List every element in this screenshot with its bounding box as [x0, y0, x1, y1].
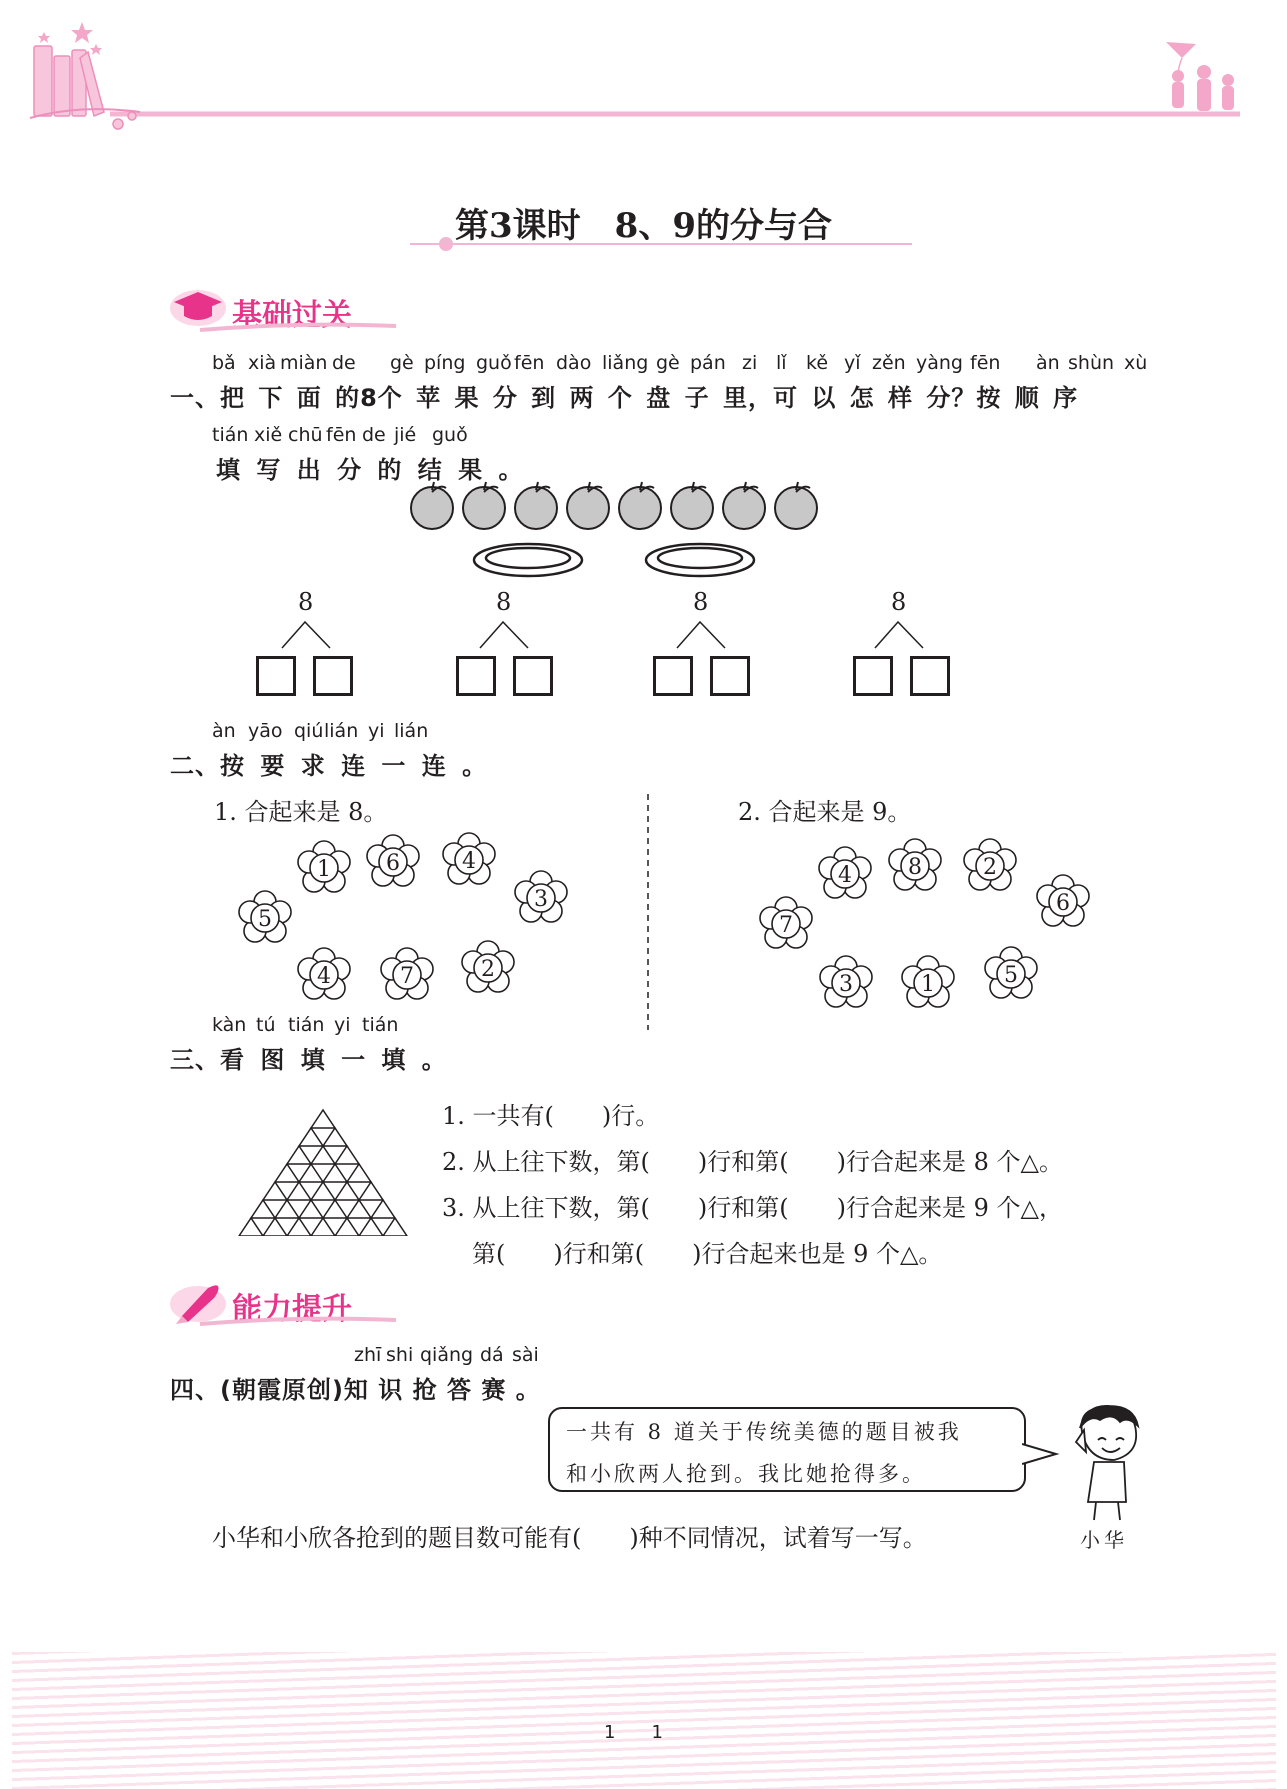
page-number: 1 1: [604, 1722, 663, 1743]
flower-number: 6: [1056, 891, 1070, 916]
bubble-line2: 和小欣两人抢到。我比她抢得多。: [566, 1462, 926, 1486]
q4-text: 四、(朝霞原创)知 识 抢 答 赛 。: [170, 1376, 541, 1404]
triangle-shape: [359, 1218, 383, 1236]
triangle-shape: [299, 1200, 323, 1218]
flower-number: 4: [317, 964, 331, 989]
flower-number: 1: [921, 972, 935, 997]
triangle-shape: [251, 1200, 275, 1218]
q3-line4: 第( )行和第( )行合起来也是 9 个△。: [472, 1240, 943, 1268]
triangle-shape: [287, 1146, 311, 1164]
triangle-shape: [311, 1110, 335, 1128]
triangle-shape: [311, 1182, 335, 1200]
q4-question: 小华和小欣各抢到的题目数可能有( )种不同情况，试着写一写。: [212, 1524, 927, 1552]
section-advanced-title: 能力提升: [232, 1292, 352, 1327]
triangle-shape: [299, 1164, 323, 1182]
section-basic-title: 基础过关: [232, 298, 352, 333]
lesson-title: 第3课时 8、9的分与合: [455, 206, 832, 246]
q1-text-line1: 一、把 下 面 的8个 苹 果 分 到 两 个 盘 子 里，可 以 怎 样 分？按 顺 序: [170, 384, 1079, 412]
tree-top-number: 8: [496, 588, 512, 616]
triangle-shape: [263, 1182, 287, 1200]
section-badge-underline: [200, 1314, 400, 1330]
flower-number: 3: [534, 887, 548, 912]
bubble-line1: 一共有 8 道关于传统美德的题目被我: [566, 1420, 962, 1444]
flower-number: 7: [779, 913, 793, 938]
triangle-shape: [263, 1218, 287, 1236]
triangle-shape: [371, 1200, 395, 1218]
triangle-shape: [323, 1200, 347, 1218]
flower-number: 3: [839, 972, 853, 997]
q3-line3: 3. 从上往下数，第( )行和第( )行合起来是 9 个△，: [442, 1194, 1063, 1222]
flower-number: 4: [838, 863, 852, 888]
triangle-shape: [347, 1200, 371, 1218]
triangle-shape: [323, 1128, 347, 1146]
q2-part1-label: 1. 合起来是 8。: [214, 798, 388, 826]
triangle-shape: [311, 1218, 335, 1236]
q3-line1: 1. 一共有( )行。: [442, 1102, 660, 1130]
bubble-tail: [1022, 1440, 1062, 1470]
tree-top-number: 8: [298, 588, 314, 616]
triangle-shape: [323, 1164, 347, 1182]
triangle-shape: [335, 1218, 359, 1236]
flower-number: 8: [908, 855, 922, 880]
flower-number: 6: [386, 851, 400, 876]
flower-number: 7: [400, 964, 414, 989]
triangle-shape: [335, 1146, 359, 1164]
triangle-shape: [287, 1182, 311, 1200]
triangle-shape: [347, 1164, 371, 1182]
character-name: 小华: [1080, 1528, 1128, 1552]
q3-text: 三、看 图 填 一 填 。: [170, 1046, 447, 1074]
triangle-shape: [239, 1218, 263, 1236]
q2-part2-label: 2. 合起来是 9。: [738, 798, 912, 826]
triangle-shape: [311, 1146, 335, 1164]
triangle-shape: [275, 1164, 299, 1182]
triangle-shape: [275, 1200, 299, 1218]
flower-number: 5: [258, 907, 272, 932]
triangle-shape: [383, 1218, 407, 1236]
triangle-pyramid: [216, 1108, 430, 1236]
flower-number: 1: [317, 857, 331, 882]
flower-number: 4: [462, 849, 476, 874]
speech-bubble: [548, 1407, 1026, 1492]
q3-line2: 2. 从上往下数，第( )行和第( )行合起来是 8 个△。: [442, 1148, 1063, 1176]
tree-top-number: 8: [891, 588, 907, 616]
boy-character-icon: [1064, 1402, 1152, 1522]
triangle-shape: [359, 1182, 383, 1200]
flower-number: 5: [1004, 963, 1018, 988]
q1-text-line2: 填 写 出 分 的 结 果 。: [216, 456, 524, 484]
flower-number: 2: [983, 855, 997, 880]
triangle-shape: [335, 1182, 359, 1200]
q2-text: 二、按 要 求 连 一 连 。: [170, 752, 488, 780]
triangle-shape: [299, 1128, 323, 1146]
triangle-shape: [287, 1218, 311, 1236]
tree-top-number: 8: [693, 588, 709, 616]
flower-number: 2: [481, 957, 495, 982]
